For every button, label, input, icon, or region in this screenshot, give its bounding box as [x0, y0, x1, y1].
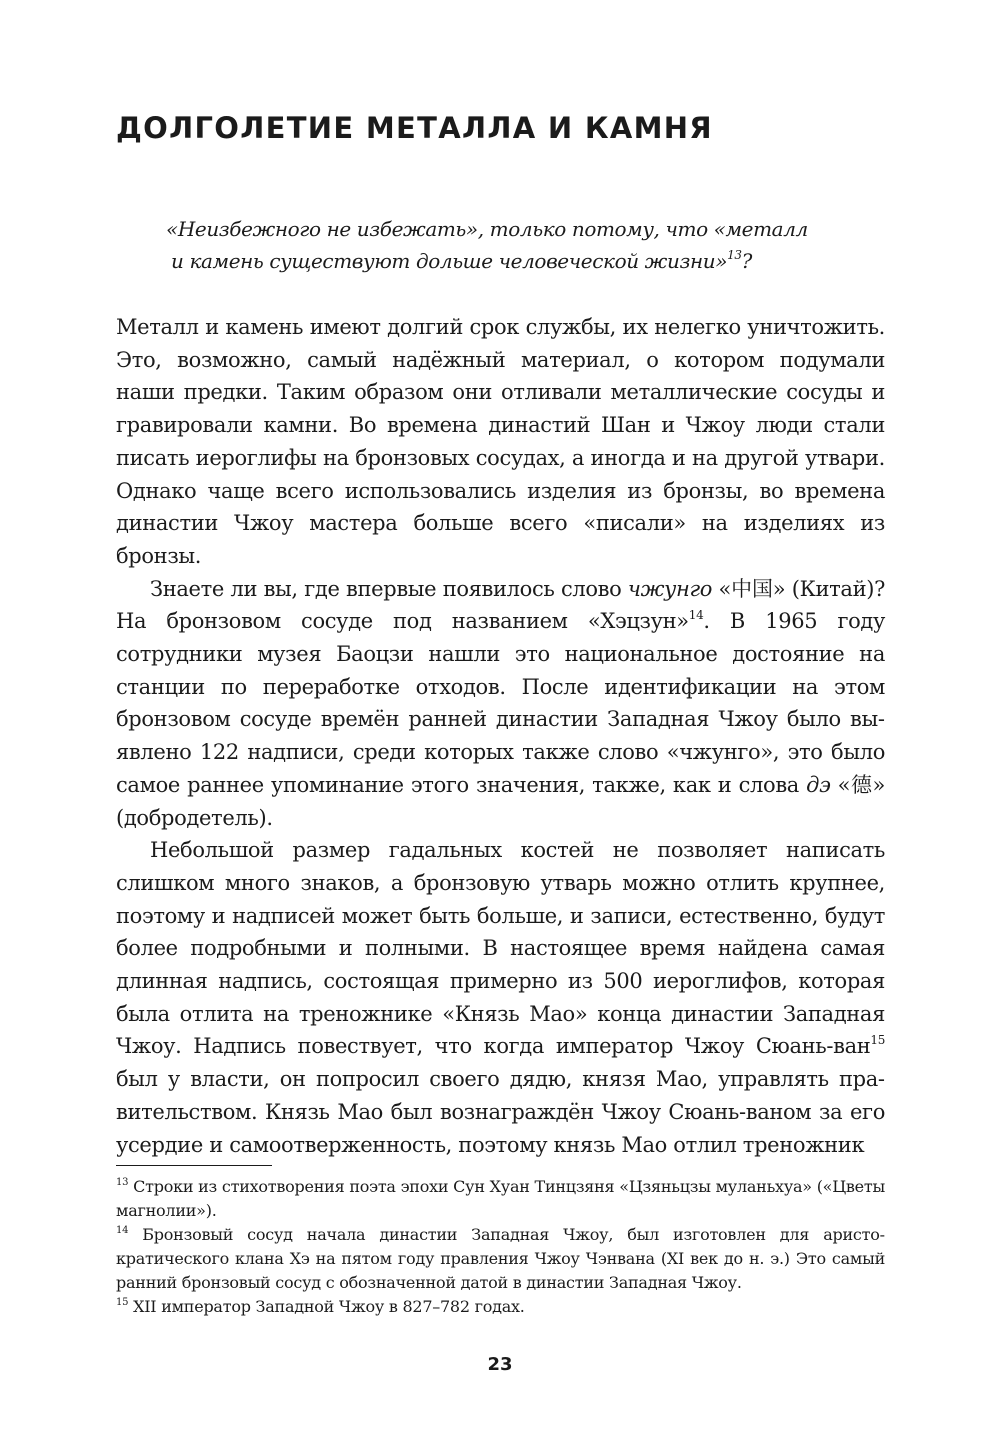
- paragraph-2: Знаете ли вы, где впервые появилось слово чжунго «中国» (Китай)? На бронзовом сосуде под названием «Хэцзун»$^{14}$. В 1965 году сотрудники музея Баоцзи нашли это национальное достояние на станции по переработке отходов. После идентификации на этом бронзовом сосуде времён ранней династии Западная Чжоу было выявлено 122 надписи, среди которых также слово «чжунго», это было самое раннее упоминание этого значения, также, как и слова дэ «德» (добродетель).: [116, 576, 885, 830]
- chapter-title: ДОЛГОЛЕТИЕ МЕТАЛЛА И КАМНЯ: [116, 111, 713, 145]
- epigraph: [166, 213, 846, 277]
- term-de: дэ: [806, 772, 831, 797]
- paragraph-1: Металл и камень имеют долгий срок службы, их нелегко уничтожить. Это, возможно, самый надёжный материал, о котором подумали наши предки. Таким образом они отливали металлические сосуды и гравировали камни. Во времена династий Шан и Чжоу люди стали писать иероглифы на бронзовых сосудах, а иногда и на другой утвари. Однако чаще всего использовались изделия из бронзы, во времена династии Чжоу мастера больше всего «писали» на изделиях из бронзы.: [116, 315, 885, 568]
- paragraph-3: Небольшой размер гадальных костей не позволяет написать слишком много знаков, а бронзовую утварь можно отлить крупнее, поэтому и надписей может быть больше, и записи, естественно, будут более подробными и полными. В настоящее время найдена самая длинная надпись, состоящая примерно из 500 иероглифов, которая была отлита на треножнике «Князь Мао» конца династии Западная Чжоу. Надпись повествует, что когда император Чжоу Сюань-ван$^{15}$ был у власти, он попросил своего дядю, князя Мао, управлять правительством. Князь Мао был вознаграждён Чжоу Сюань-ваном за его усердие и самоотверженность, поэтому князь Мао отлил треножник: [116, 838, 885, 1157]
- epigraph-line-1: «Неизбежного не избежать», только потому, что «металл: [166, 217, 808, 241]
- footnote: $^{14}$ Бронзовый сосуд начала династии Западная Чжоу, был изготовлен для аристократического клана Хэ на пятом году правления Чжоу Чэнвана (XI век до н. э.) Это самый ранний бронзовый сосуд с обозначенной датой в династии Западная Чжоу.: [116, 1225, 886, 1292]
- epigraph-line-2: и камень существуют дольше человеческой жизни»$^{13}$?: [171, 248, 752, 273]
- footnote-separator: [116, 1165, 272, 1166]
- footnote: $^{13}$ Строки из стихотворения поэта эпохи Сун Хуан Тинцзяня «Цзяньцзы муланьхуа» («Цветы магнолии»).: [116, 1177, 885, 1220]
- page-number: 23: [487, 1354, 513, 1375]
- footnote-ref-15: 15: [870, 1033, 885, 1048]
- body-text: [116, 311, 885, 1161]
- footnote-ref-13: 13: [727, 248, 742, 262]
- footnotes: [116, 1175, 885, 1319]
- footnote-ref-14: 14: [688, 608, 704, 623]
- footnote: $^{15}$ XII император Западной Чжоу в 827–782 годах.: [116, 1297, 525, 1316]
- term-zhungo: чжунго: [627, 576, 712, 601]
